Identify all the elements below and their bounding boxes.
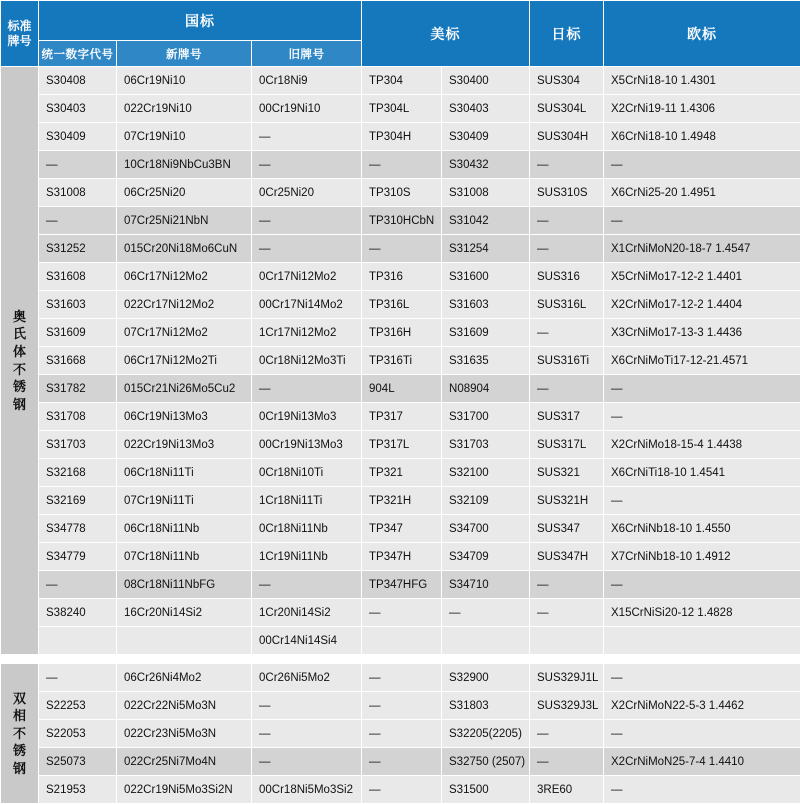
- table-cell: 00Cr14Ni14Si4: [252, 627, 362, 655]
- table-cell: SUS317L: [530, 431, 604, 459]
- table-cell: SUS316Ti: [530, 347, 604, 375]
- table-cell: —: [604, 151, 800, 179]
- table-cell: S30408: [39, 67, 117, 95]
- category-char: 氏: [1, 325, 38, 343]
- table-cell: SUS304H: [530, 123, 604, 151]
- table-row: [1, 375, 800, 403]
- table-cell: S31708: [39, 403, 117, 431]
- subheader-old-grade: 旧牌号: [252, 41, 362, 67]
- table-cell: S25073: [39, 748, 117, 776]
- table-cell: X15CrNiSi20-12 1.4828: [604, 599, 800, 627]
- table-cell: S30432: [442, 151, 530, 179]
- subheader-unified-code: 统一数字代号: [39, 41, 117, 67]
- table-cell: —: [252, 571, 362, 599]
- table-cell: X3CrNiMo17-13-3 1.4436: [604, 319, 800, 347]
- table-cell: —: [530, 599, 604, 627]
- table-row: [1, 776, 800, 804]
- table-cell: 06Cr26Ni4Mo2: [117, 664, 252, 692]
- table-cell: [39, 627, 117, 655]
- table-cell: 07Cr19Ni10: [117, 123, 252, 151]
- table-cell: S22053: [39, 720, 117, 748]
- table-cell: 022Cr22Ni5Mo3N: [117, 692, 252, 720]
- table-cell: 07Cr25Ni21NbN: [117, 207, 252, 235]
- table-cell: S31609: [39, 319, 117, 347]
- table-cell: —: [362, 235, 442, 263]
- table-cell: 022Cr25Ni7Mo4N: [117, 748, 252, 776]
- table-cell: S31668: [39, 347, 117, 375]
- table-cell: —: [39, 151, 117, 179]
- table-cell: —: [362, 720, 442, 748]
- table-cell: TP316H: [362, 319, 442, 347]
- corner-label-grade: 牌号: [1, 34, 38, 49]
- table-row: [1, 319, 800, 347]
- table-cell: SUS321: [530, 459, 604, 487]
- table-cell: SUS347H: [530, 543, 604, 571]
- table-cell: —: [252, 748, 362, 776]
- table-cell: —: [530, 748, 604, 776]
- table-cell: —: [362, 151, 442, 179]
- table-cell: 06Cr17Ni12Mo2: [117, 263, 252, 291]
- table-cell: —: [39, 207, 117, 235]
- category-char: 不: [1, 725, 38, 743]
- table-cell: 07Cr19Ni11Ti: [117, 487, 252, 515]
- table-cell: TP347: [362, 515, 442, 543]
- section-separator-cell: [1, 655, 800, 664]
- table-cell: S31042: [442, 207, 530, 235]
- section-separator: [1, 655, 800, 664]
- table-cell: TP317: [362, 403, 442, 431]
- table-row: [1, 263, 800, 291]
- table-cell: S34710: [442, 571, 530, 599]
- table-row: [1, 179, 800, 207]
- table-cell: X5CrNi18-10 1.4301: [604, 67, 800, 95]
- table-cell: X2CrNiMo18-15-4 1.4438: [604, 431, 800, 459]
- table-cell: SUS316L: [530, 291, 604, 319]
- category-char: 双: [1, 690, 38, 708]
- subheader-new-grade: 新牌号: [117, 41, 252, 67]
- category-char: 不: [1, 361, 38, 379]
- header-group-gb: 国标: [39, 1, 362, 41]
- table-cell: —: [604, 664, 800, 692]
- table-cell: TP316L: [362, 291, 442, 319]
- table-cell: S31608: [39, 263, 117, 291]
- table-cell: S32205(2205): [442, 720, 530, 748]
- table-cell: 00Cr19Ni10: [252, 95, 362, 123]
- table-cell: TP347H: [362, 543, 442, 571]
- table-cell: X6CrNiNb18-10 1.4550: [604, 515, 800, 543]
- table-row: [1, 459, 800, 487]
- table-cell: S32100: [442, 459, 530, 487]
- table-cell: TP310S: [362, 179, 442, 207]
- table-cell: —: [362, 748, 442, 776]
- table-row: [1, 431, 800, 459]
- table-cell: —: [530, 720, 604, 748]
- table-row: [1, 207, 800, 235]
- table-row: [1, 571, 800, 599]
- table-cell: —: [252, 151, 362, 179]
- table-cell: —: [604, 776, 800, 804]
- table-cell: SUS304L: [530, 95, 604, 123]
- table-cell: —: [604, 571, 800, 599]
- table-cell: —: [604, 720, 800, 748]
- table-cell: —: [604, 207, 800, 235]
- table-cell: SUS329J1L: [530, 664, 604, 692]
- category-char: 钢: [1, 396, 38, 414]
- table-cell: X2CrNiMo17-12-2 1.4404: [604, 291, 800, 319]
- table-cell: TP304L: [362, 95, 442, 123]
- header-group-jis: 日标: [530, 1, 604, 67]
- table-cell: S30409: [39, 123, 117, 151]
- table-row: [1, 543, 800, 571]
- table-cell: 022Cr17Ni12Mo2: [117, 291, 252, 319]
- table-cell: S34700: [442, 515, 530, 543]
- table-cell: S31700: [442, 403, 530, 431]
- table-cell: 08Cr18Ni11NbFG: [117, 571, 252, 599]
- table-cell: SUS347: [530, 515, 604, 543]
- table-cell: X2CrNiMoN25-7-4 1.4410: [604, 748, 800, 776]
- table-cell: X2CrNiMoN22-5-3 1.4462: [604, 692, 800, 720]
- table-cell: S31603: [39, 291, 117, 319]
- table-cell: —: [604, 403, 800, 431]
- table-cell: 015Cr20Ni18Mo6CuN: [117, 235, 252, 263]
- table-cell: X6CrNi25-20 1.4951: [604, 179, 800, 207]
- table-cell: SUS329J3L: [530, 692, 604, 720]
- table-cell: 06Cr25Ni20: [117, 179, 252, 207]
- table-cell: 0Cr25Ni20: [252, 179, 362, 207]
- table-cell: 1Cr19Ni11Nb: [252, 543, 362, 571]
- table-cell: —: [252, 692, 362, 720]
- table-row: [1, 291, 800, 319]
- table-cell: —: [530, 235, 604, 263]
- table-cell: S31252: [39, 235, 117, 263]
- table-cell: X7CrNiNb18-10 1.4912: [604, 543, 800, 571]
- table-cell: S38240: [39, 599, 117, 627]
- header-corner: [1, 1, 39, 67]
- table-cell: —: [362, 776, 442, 804]
- table-cell: TP321H: [362, 487, 442, 515]
- table-cell: 06Cr18Ni11Nb: [117, 515, 252, 543]
- table-cell: 06Cr19Ni13Mo3: [117, 403, 252, 431]
- table-row: [1, 347, 800, 375]
- table-cell: X1CrNiMoN20-18-7 1.4547: [604, 235, 800, 263]
- category-char: 钢: [1, 760, 38, 778]
- table-cell: 07Cr17Ni12Mo2: [117, 319, 252, 347]
- table-row: [1, 95, 800, 123]
- header-group-astm: 美标: [362, 1, 530, 67]
- table-header: [1, 1, 800, 67]
- table-cell: S31635: [442, 347, 530, 375]
- table-row: [1, 67, 800, 95]
- table-cell: 015Cr21Ni26Mo5Cu2: [117, 375, 252, 403]
- table-cell: —: [39, 664, 117, 692]
- table-cell: X6CrNiTi18-10 1.4541: [604, 459, 800, 487]
- table-cell: 06Cr18Ni11Ti: [117, 459, 252, 487]
- table-row: [1, 627, 800, 655]
- category-char: 锈: [1, 378, 38, 396]
- table-row: [1, 487, 800, 515]
- table-cell: S31008: [442, 179, 530, 207]
- table-cell: TP304H: [362, 123, 442, 151]
- table-cell: S34779: [39, 543, 117, 571]
- table-cell: S34778: [39, 515, 117, 543]
- table-row: [1, 515, 800, 543]
- table-cell: 07Cr18Ni11Nb: [117, 543, 252, 571]
- table-cell: —: [252, 123, 362, 151]
- table-cell: S31703: [39, 431, 117, 459]
- table-cell: TP310HCbN: [362, 207, 442, 235]
- table-cell: SUS317: [530, 403, 604, 431]
- table-cell: S31803: [442, 692, 530, 720]
- table-row: [1, 151, 800, 179]
- table-cell: S31603: [442, 291, 530, 319]
- table-cell: 0Cr19Ni13Mo3: [252, 403, 362, 431]
- table-cell: X6CrNiMoTi17-12-21.4571: [604, 347, 800, 375]
- table-cell: S31782: [39, 375, 117, 403]
- table-cell: N08904: [442, 375, 530, 403]
- table-row: [1, 599, 800, 627]
- table-cell: S30400: [442, 67, 530, 95]
- table-cell: S21953: [39, 776, 117, 804]
- table-cell: [442, 627, 530, 655]
- table-cell: —: [362, 664, 442, 692]
- table-cell: S22253: [39, 692, 117, 720]
- table-cell: X5CrNiMo17-12-2 1.4401: [604, 263, 800, 291]
- table-cell: 022Cr19Ni5Mo3Si2N: [117, 776, 252, 804]
- table-row: [1, 664, 800, 692]
- table-cell: S32900: [442, 664, 530, 692]
- table-cell: SUS316: [530, 263, 604, 291]
- table-cell: S31703: [442, 431, 530, 459]
- category-char: 相: [1, 707, 38, 725]
- table-cell: S32169: [39, 487, 117, 515]
- table-cell: TP321: [362, 459, 442, 487]
- table-cell: —: [530, 151, 604, 179]
- table-cell: —: [252, 720, 362, 748]
- table-cell: 00Cr18Ni5Mo3Si2: [252, 776, 362, 804]
- table-cell: TP316Ti: [362, 347, 442, 375]
- table-cell: —: [530, 375, 604, 403]
- table-cell: S32168: [39, 459, 117, 487]
- table-cell: 0Cr17Ni12Mo2: [252, 263, 362, 291]
- table-cell: TP316: [362, 263, 442, 291]
- table-cell: 022Cr19Ni10: [117, 95, 252, 123]
- table-cell: —: [442, 599, 530, 627]
- table-cell: X6CrNi18-10 1.4948: [604, 123, 800, 151]
- table-cell: S31500: [442, 776, 530, 804]
- category-char: 锈: [1, 742, 38, 760]
- table-cell: S34709: [442, 543, 530, 571]
- table-cell: —: [530, 207, 604, 235]
- table-cell: X2CrNi19-11 1.4306: [604, 95, 800, 123]
- table-cell: S31600: [442, 263, 530, 291]
- table-cell: —: [362, 692, 442, 720]
- table-cell: S30403: [39, 95, 117, 123]
- table-cell: 0Cr26Ni5Mo2: [252, 664, 362, 692]
- table-cell: [604, 627, 800, 655]
- table-cell: 00Cr17Ni14Mo2: [252, 291, 362, 319]
- table-cell: S32750 (2507): [442, 748, 530, 776]
- table-cell: —: [530, 571, 604, 599]
- table-row: [1, 235, 800, 263]
- category-char: 体: [1, 343, 38, 361]
- table-cell: 0Cr18Ni10Ti: [252, 459, 362, 487]
- table-cell: [362, 627, 442, 655]
- table-cell: TP304: [362, 67, 442, 95]
- corner-label-standard: 标准: [1, 19, 38, 34]
- table-cell: S31609: [442, 319, 530, 347]
- table-cell: TP317L: [362, 431, 442, 459]
- table-row: [1, 123, 800, 151]
- table-cell: —: [604, 487, 800, 515]
- table-row: [1, 748, 800, 776]
- table-cell: SUS304: [530, 67, 604, 95]
- table-cell: 10Cr18Ni9NbCu3BN: [117, 151, 252, 179]
- table-cell: 06Cr19Ni10: [117, 67, 252, 95]
- table-cell: 00Cr19Ni13Mo3: [252, 431, 362, 459]
- table-cell: 022Cr23Ni5Mo3N: [117, 720, 252, 748]
- header-group-en: 欧标: [604, 1, 800, 67]
- table-cell: —: [252, 207, 362, 235]
- table-cell: —: [362, 599, 442, 627]
- table-cell: 1Cr18Ni11Ti: [252, 487, 362, 515]
- table-cell: 0Cr18Ni11Nb: [252, 515, 362, 543]
- table-cell: —: [252, 375, 362, 403]
- table-cell: 3RE60: [530, 776, 604, 804]
- category-label-duplex: [1, 664, 39, 804]
- table-row: [1, 720, 800, 748]
- table-cell: 904L: [362, 375, 442, 403]
- table-cell: S31254: [442, 235, 530, 263]
- table-row: [1, 403, 800, 431]
- table-cell: [117, 627, 252, 655]
- table-cell: 022Cr19Ni13Mo3: [117, 431, 252, 459]
- table-cell: —: [530, 319, 604, 347]
- table-row: [1, 692, 800, 720]
- table-cell: 1Cr20Ni14Si2: [252, 599, 362, 627]
- table-cell: —: [39, 571, 117, 599]
- table-cell: S30409: [442, 123, 530, 151]
- table-cell: 0Cr18Ni9: [252, 67, 362, 95]
- table-cell: S30403: [442, 95, 530, 123]
- table-cell: —: [604, 375, 800, 403]
- category-label-austenitic: [1, 67, 39, 655]
- table-body: [1, 67, 800, 804]
- table-cell: TP347HFG: [362, 571, 442, 599]
- table-cell: SUS310S: [530, 179, 604, 207]
- header-group-row: [1, 1, 800, 41]
- table-cell: 06Cr17Ni12Mo2Ti: [117, 347, 252, 375]
- category-char: 奥: [1, 308, 38, 326]
- table-cell: 16Cr20Ni14Si2: [117, 599, 252, 627]
- table-cell: —: [252, 235, 362, 263]
- table-cell: SUS321H: [530, 487, 604, 515]
- table-cell: S31008: [39, 179, 117, 207]
- table-cell: [530, 627, 604, 655]
- table-cell: 1Cr17Ni12Mo2: [252, 319, 362, 347]
- table-cell: S32109: [442, 487, 530, 515]
- table-cell: 0Cr18Ni12Mo3Ti: [252, 347, 362, 375]
